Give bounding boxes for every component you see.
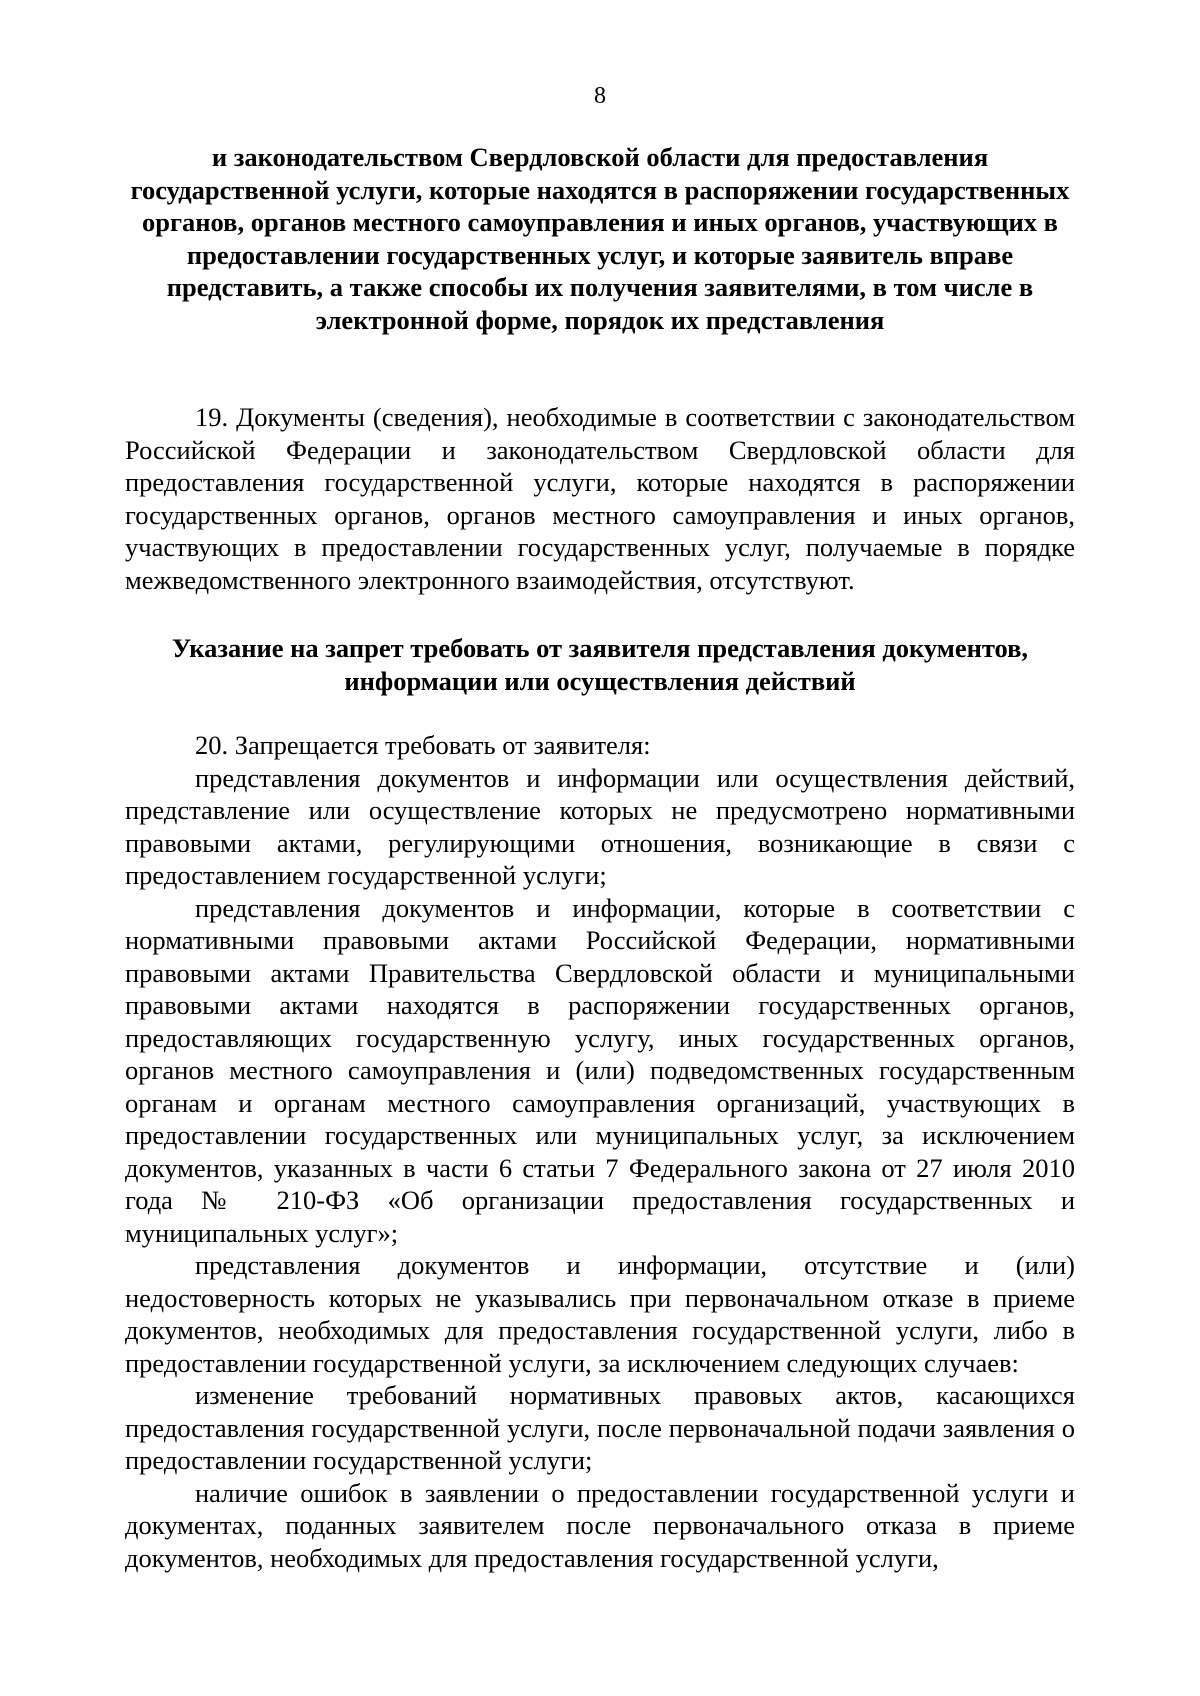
section-19-body xyxy=(125,401,1075,596)
section-heading-documents-in-possession-of-agencies: и законодательством Свердловской области для предоставления государственной услуги, которые находятся в распоряжении государственных органов, органов местного самоуправления и иных органов, участвующих в предоставлении государственных услуг, и которые заявитель вправе представить, а также способы их получения заявителями, в том числе в электронной форме, порядок их представления xyxy=(130,142,1070,335)
paragraph-19: 19. Документы (сведения), необходимые в соответствии с законодательством Российской Федерации и законодательством Свердловской области для предоставления государственной услуги, которые находятся в распоряжении государственных органов, органов местного самоуправления и иных органов, участвующих в предоставлении государственных услуг, получаемые в порядке межведомственного электронного взаимодействия, отсутствуют. xyxy=(125,402,1075,595)
section-20-body xyxy=(125,729,1075,1574)
page-number: 8 xyxy=(594,83,606,109)
paragraph-20-intro: 20. Запрещается требовать от заявителя: xyxy=(195,730,651,760)
paragraph-20-item-2: представления документов и информации, которые в соответствии с нормативными правовыми актами Российской Федерации, нормативными правовыми актами Правительства Свердловской области и муниципальными правовыми актами находятся в распоряжении государственных органов, предоставляющих государственную услугу, иных государственных органов, органов местного самоуправления и (или) подведомственных государственным органам и органам местного самоуправления организаций, участвующих в предоставлении государственных или муниципальных услуг, за исключением документов, указанных в части 6 статьи 7 Федерального закона от 27 июля 2010 года № 210-ФЗ «Об организации предоставления государственных и муниципальных услуг»; xyxy=(125,892,1075,1248)
paragraph-20-item-3-case-2: наличие ошибок в заявлении о предоставлении государственной услуги и документах, поданных заявителем после первоначального отказа в приеме документов, необходимых для предоставления государственной услуги, xyxy=(125,1477,1075,1573)
paragraph-20-item-3-case-1: изменение требований нормативных правовых актов, касающихся предоставления государственной услуги, после первоначальной подачи заявления о предоставлении государственной услуги; xyxy=(125,1380,1075,1475)
paragraph-20-item-1: представления документов и информации или осуществления действий, представление или осуществление которых не предусмотрено нормативными правовыми актами, регулирующими отношения, возникающие в связи с предоставлением государственной услуги; xyxy=(125,762,1075,890)
section-heading-prohibition-of-requirements: Указание на запрет требовать от заявителя представления документов, информации или осуществления действий xyxy=(171,633,1029,696)
paragraph-20-item-3: представления документов и информации, отсутствие и (или) недостоверность которых не указывались при первоначальном отказе в приеме документов, необходимых для предоставления государственной услуги, либо в предоставлении государственной услуги, за исключением следующих случаев: xyxy=(125,1250,1075,1378)
